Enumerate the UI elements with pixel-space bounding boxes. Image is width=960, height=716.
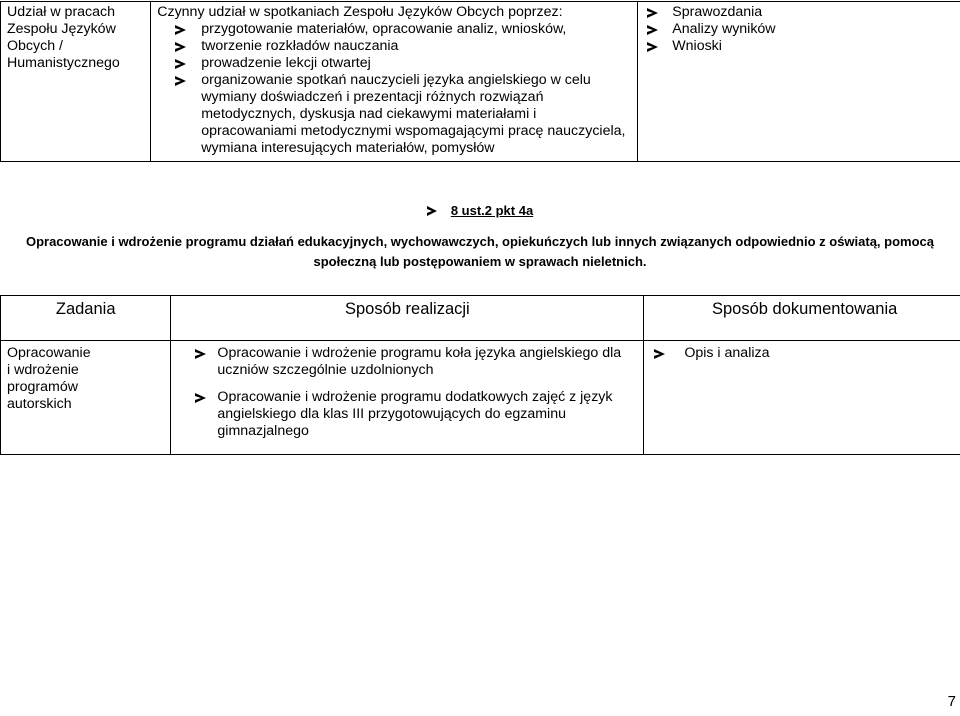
arrow-bullet-icon — [647, 8, 658, 18]
list-item — [650, 345, 959, 362]
list-item — [644, 4, 959, 21]
list-item — [177, 345, 637, 379]
activities-intro: Czynny udział w spotkaniach Zespołu Języków Obcych poprzez: — [157, 4, 563, 20]
area-line: Humanistycznego — [7, 55, 120, 71]
list-item-text: organizowanie spotkań nauczycieli języka angielskiego w celu wymiany doświadczeń i prezentacji różnych rozwiązań metodycznych, dyskusja nad ciekawymi materiałami i opracowaniami metodycznymi wspomagającymi pracę nauczyciela, wymiana interesujących materiałów, pomysłów — [201, 72, 626, 156]
methods-cell — [171, 341, 644, 455]
task-line: autorskich — [7, 396, 72, 412]
arrow-bullet-icon — [175, 76, 186, 86]
header-methods: Sposób realizacji — [171, 296, 644, 341]
list-item — [644, 21, 959, 38]
page-number: 7 — [947, 693, 956, 710]
activities-cell — [151, 2, 638, 162]
list-item-text: prowadzenie lekcji otwartej — [201, 55, 371, 71]
task-line: i wdrożenie — [7, 362, 79, 378]
evidence-cell — [638, 2, 960, 162]
section-intro: Opracowanie i wdrożenie programu działań edukacyjnych, wychowawczych, opiekuńczych lub innych związanych odpowiednio z oświatą, pomocą społeczną lub postępowaniem w sprawach nieletnich. — [25, 234, 935, 269]
list-item-text: Sprawozdania — [672, 4, 763, 20]
list-item — [157, 55, 631, 72]
arrow-bullet-icon — [175, 59, 186, 69]
list-item-text: Opracowanie i wdrożenie programu koła języka angielskiego dla uczniów szczególnie uzdolnionych — [217, 345, 622, 378]
documentation-cell — [644, 341, 960, 455]
arrow-bullet-icon — [175, 42, 186, 52]
list-item — [644, 38, 959, 55]
arrow-bullet-icon — [647, 42, 658, 52]
section-heading-text: 8 ust.2 pkt 4a — [450, 203, 534, 218]
header-tasks: Zadania — [1, 296, 171, 341]
list-item-text: Wnioski — [672, 38, 722, 54]
arrow-bullet-icon — [427, 206, 437, 216]
task-line: Opracowanie — [7, 345, 91, 361]
arrow-bullet-icon — [175, 25, 186, 35]
list-item — [157, 21, 631, 38]
area-line: Zespołu Języków — [7, 21, 116, 37]
task-cell — [1, 341, 171, 455]
programs-table — [0, 295, 960, 455]
arrow-bullet-icon — [195, 349, 206, 359]
list-item-text: tworzenie rozkładów nauczania — [201, 38, 399, 54]
header-documentation: Sposób dokumentowania — [644, 296, 960, 341]
documentation-list — [650, 345, 959, 362]
evidence-list — [644, 4, 959, 55]
arrow-bullet-icon — [647, 25, 658, 35]
list-item-text: Opracowanie i wdrożenie programu dodatkowych zajęć z język angielskiego dla klas III przygotowujących do egzaminu gimnazjalnego — [217, 389, 613, 439]
list-item — [157, 38, 631, 55]
activities-list — [157, 21, 631, 157]
area-cell — [1, 2, 151, 162]
list-item — [157, 72, 631, 157]
task-line: programów — [7, 379, 78, 395]
arrow-bullet-icon — [195, 393, 206, 403]
list-item — [177, 389, 637, 440]
arrow-bullet-icon — [654, 349, 665, 359]
area-line: Obcych / — [7, 38, 63, 54]
section-heading — [0, 202, 960, 219]
methods-list — [177, 345, 637, 440]
area-line: Udział w pracach — [7, 4, 116, 20]
list-item-text: przygotowanie materiałów, opracowanie analiz, wniosków, — [201, 21, 567, 37]
list-item-text: Opis i analiza — [684, 345, 770, 361]
list-item-text: Analizy wyników — [672, 21, 776, 37]
activities-table — [0, 1, 960, 162]
